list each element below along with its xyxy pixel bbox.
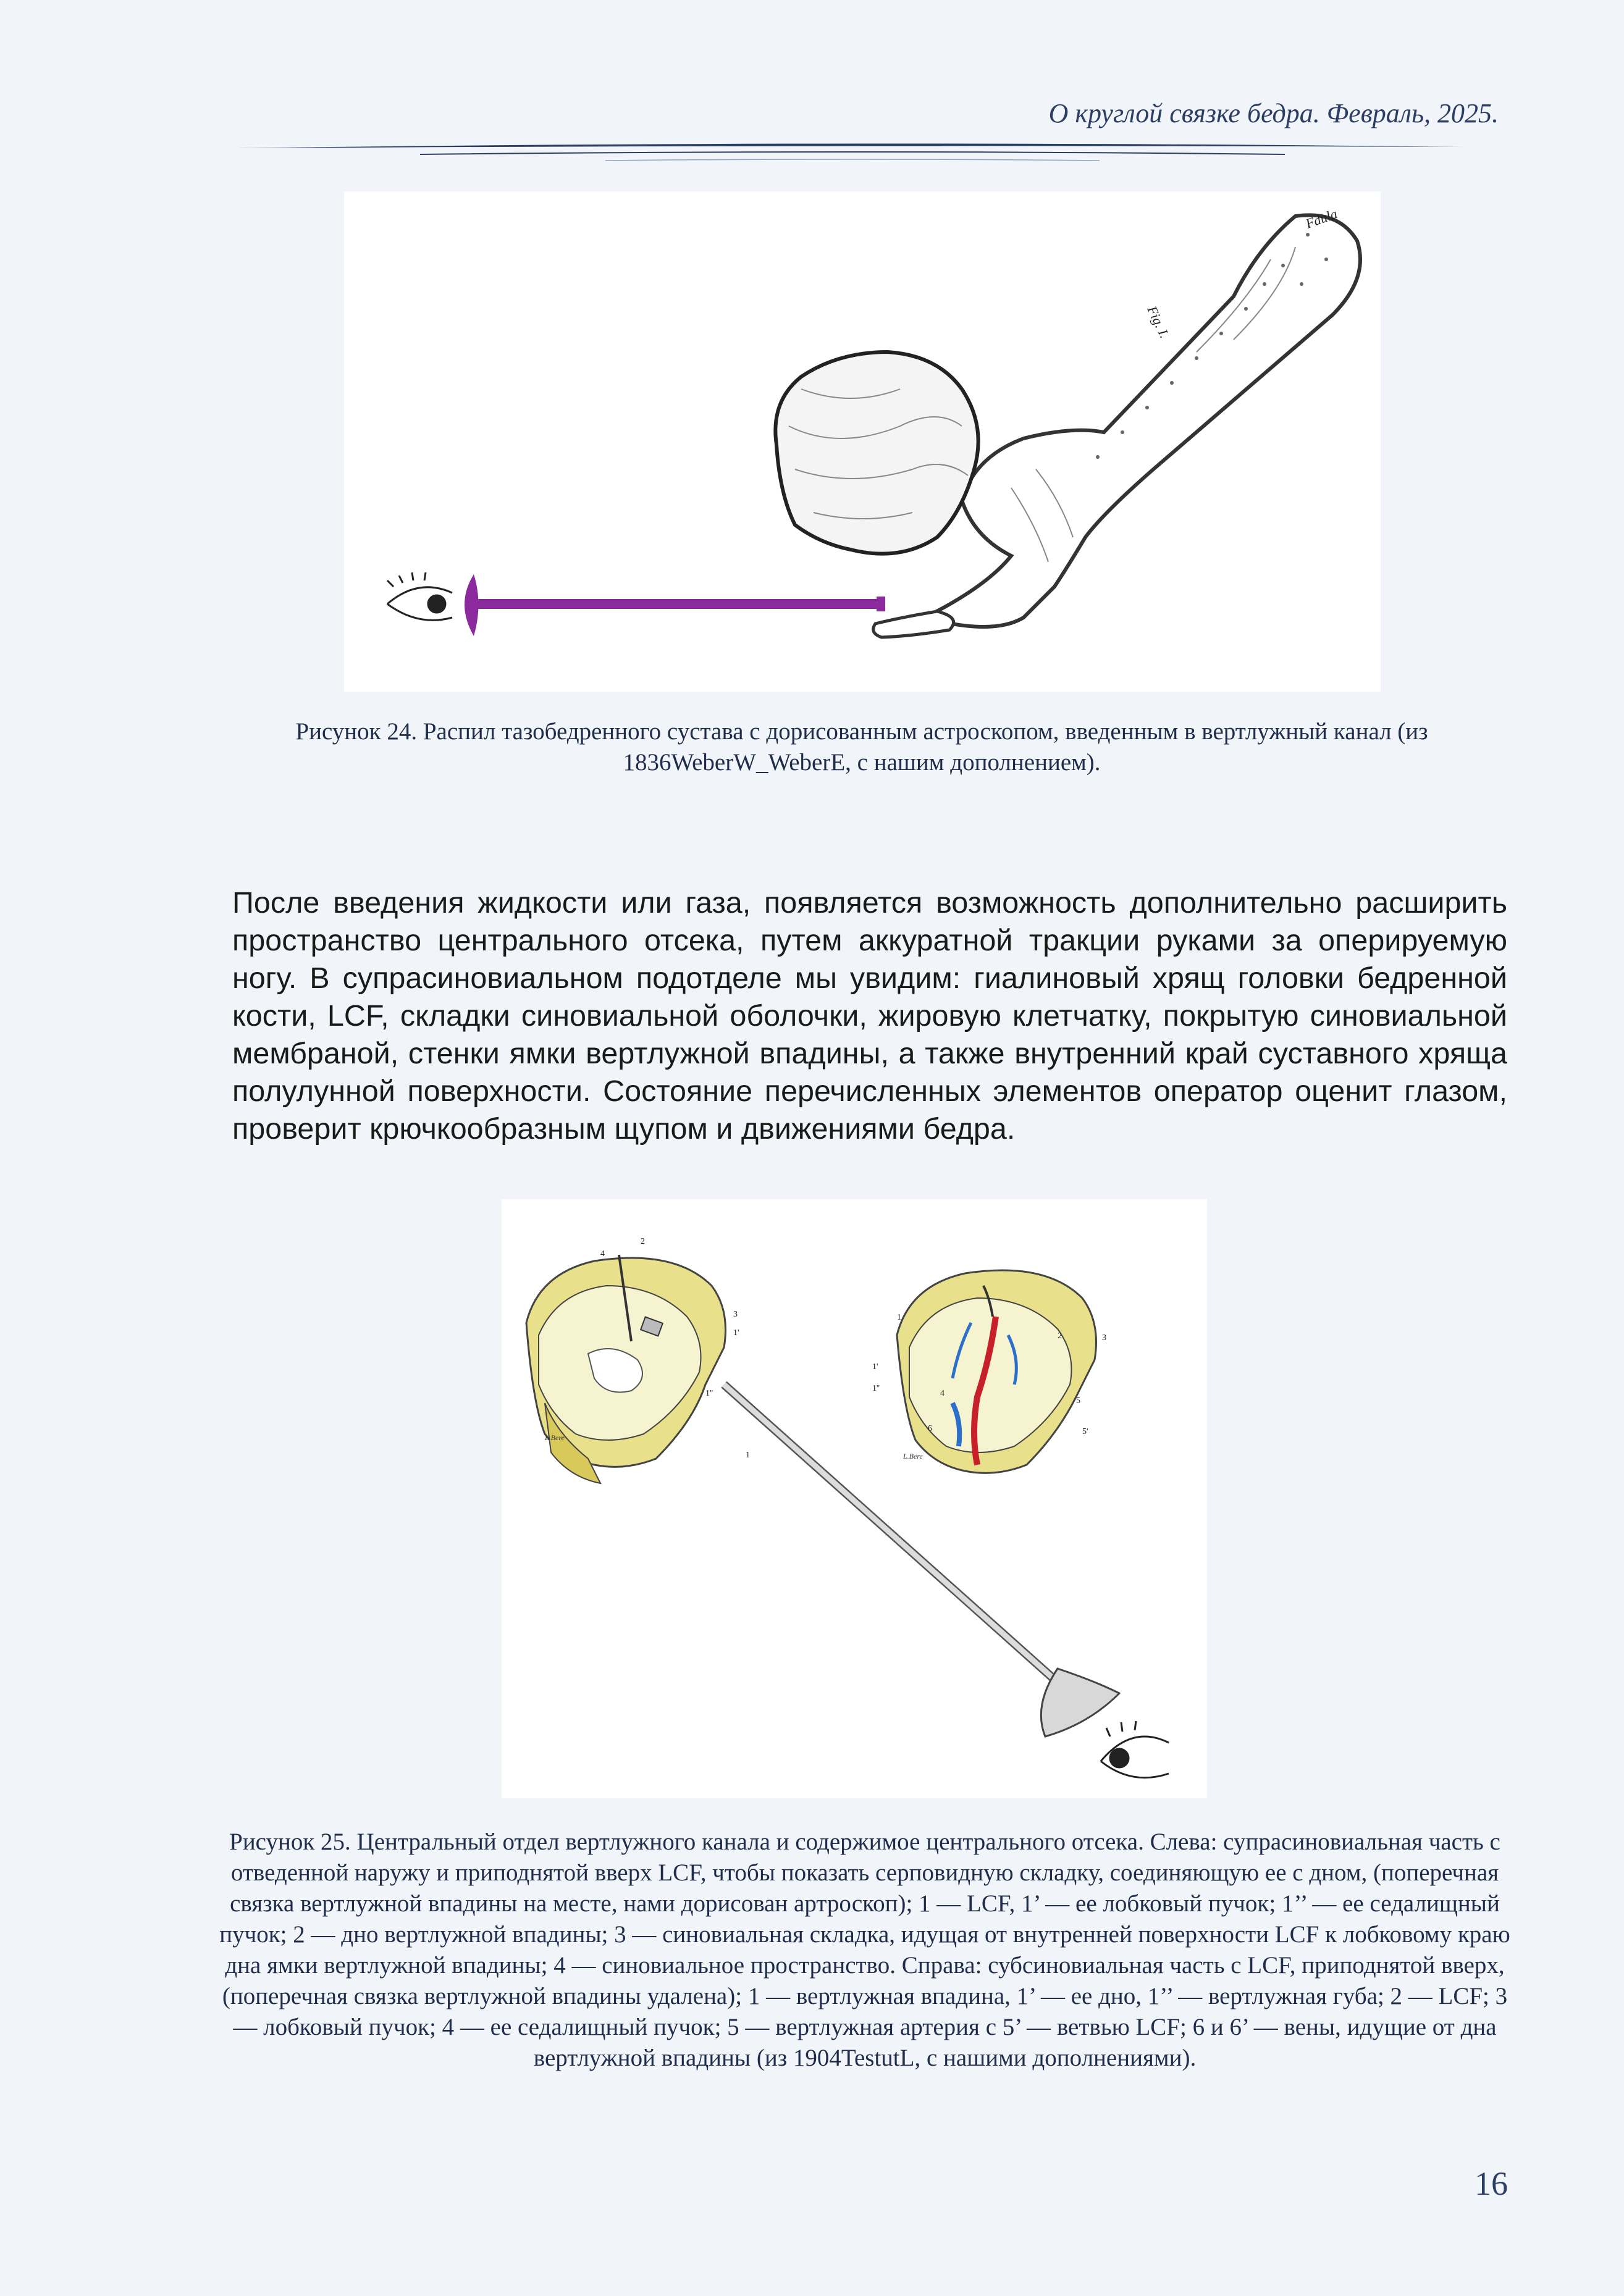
running-title: О круглой связке бедра. Февраль, 2025.: [1048, 98, 1499, 128]
fig-top-label: Fdula: [1303, 206, 1340, 232]
left-label-4: 4: [600, 1249, 605, 1259]
figure-24-image: [344, 191, 1381, 692]
right-label-5: 5: [1076, 1396, 1080, 1406]
right-label-4: 4: [940, 1389, 945, 1398]
right-label-2: 2: [1058, 1331, 1062, 1341]
figure-25-caption: Рисунок 25. Центральный отдел вертлужного канала и содержимое центрального отсека. Слева: супрасиновиальная часть с отведенной наружу и приподнятой вверх LCF, чтобы показать серповидную складку, соединяющую ее с дном, (поперечная связка вертлужной впадины на месте, нами дорисован артроскоп); 1 — LCF, 1’ — ее лобковый пучок; 1’’ — ее седалищный пучок; 2 — дно вертлужной впадины; 3 — синовиальная складка, идущая от внутренней поверхности LCF к лобковому краю дна ямки вертлужной впадины; 4 — синовиальное пространство. Справа: субсиновиальная часть с LCF, приподнятой вверх, (поперечная связка вертлужной впадины удалена); 1 — вертлужная впадина, 1’ — ее дно, 1’’ — вертлужная губа; 2 — LCF; 3 — лобковый пучок; 4 — ее седалищный пучок; 5 — вертлужная артерия с 5’ — ветвью LCF; 6 и 6’ — вены, идущие от дна вертлужной впадины (из 1904TestutL, с нашими дополнениями).: [219, 1829, 1510, 2071]
drawn-arthroscope-eyepiece: [1041, 1669, 1119, 1737]
right-label-1: 1: [897, 1313, 901, 1322]
right-label-1p: 1': [872, 1362, 878, 1372]
acetabular-canal-illustration: [502, 1199, 1207, 1798]
fig-number-label: Fig. I.: [1144, 303, 1173, 341]
body-paragraph: После введения жидкости или газа, появляется возможность дополнительно расширить пространство центрального отсека, путем аккуратной тракции руками за оперируемую ногу. В супрасиновиальном подотделе мы увидим: гиалиновый хрящ головки бедренной кости, LCF, складки синовиальной оболочки, жировую клетчатку, покрытую синовиальной мембраной, стенки ямки вертлужной впадины, а также внутренний край суставного хряща полулунной поверхности. Состояние перечисленных элементов оператор оценит глазом, проверит крючкообразным щупом и движениями бедра.: [232, 886, 1507, 1146]
right-label-3: 3: [1102, 1333, 1106, 1343]
header-rule: [235, 141, 1464, 165]
arthroscope-eyepiece: [465, 574, 479, 636]
femur-shaft: [925, 215, 1360, 627]
left-label-3: 3: [733, 1310, 738, 1319]
page-number: 16: [1475, 2165, 1508, 2202]
right-specimen: [872, 1270, 1106, 1473]
left-label-1p: 1': [733, 1328, 739, 1338]
figure-25-image: [502, 1199, 1207, 1798]
observer-eye-icon-2: [1101, 1721, 1169, 1778]
hip-joint-section-illustration: [344, 191, 1381, 692]
right-label-6: 6: [928, 1424, 932, 1433]
left-label-1: 1: [746, 1451, 750, 1460]
left-label-1pp: 1'': [705, 1389, 713, 1398]
right-label-1pp: 1'': [872, 1384, 880, 1393]
left-specimen: [526, 1237, 750, 1483]
left-signature: L.Bere: [545, 1433, 565, 1442]
left-label-2: 2: [641, 1237, 645, 1246]
right-label-5p: 5': [1082, 1427, 1088, 1436]
femoral-head-section: [775, 352, 978, 554]
ischial-spur: [873, 611, 954, 637]
right-signature: L.Bere: [903, 1452, 923, 1460]
arthroscope-shaft: [474, 599, 881, 609]
observer-eye-icon: [387, 572, 452, 620]
figure-24-caption: Рисунок 24. Распил тазобедренного сустава с дорисованным астроскопом, введенным в вертлужный канал (из 1836WeberW_WeberE, с нашим дополнением).: [295, 718, 1428, 776]
